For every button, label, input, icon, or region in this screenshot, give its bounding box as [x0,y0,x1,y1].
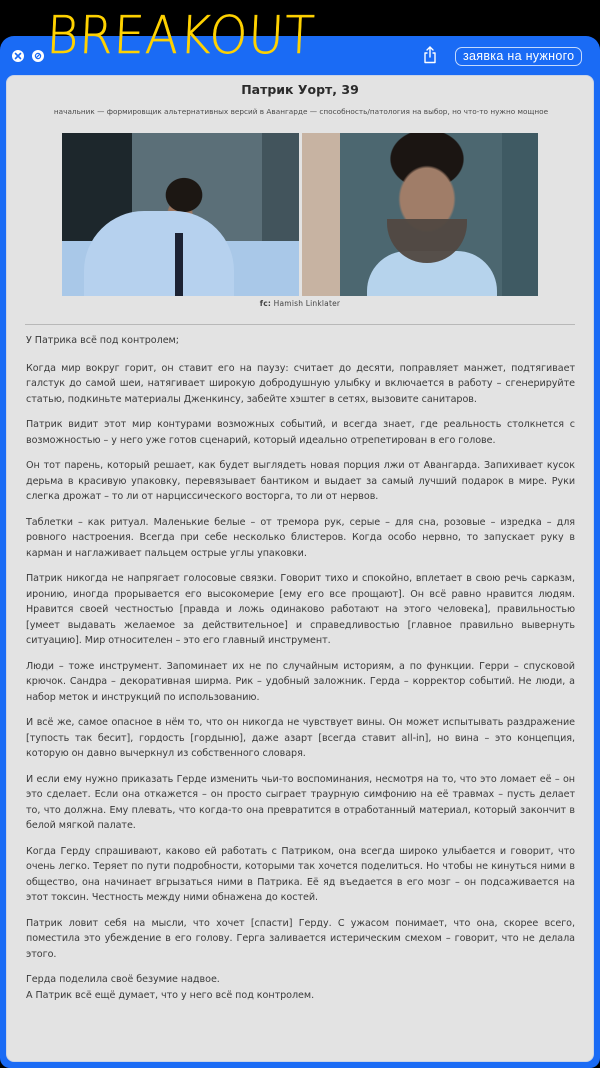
close-icon [14,52,22,60]
photo-gallery [62,133,538,296]
story-text [26,333,575,1003]
story-paragraph: А Патрик всё ещё думает, что у него всё под контролем. [26,989,315,1001]
fc-name: Hamish Linklater [273,299,341,308]
story-paragraph: Патрик ловит себя на мысли, что хочет [спасти] Герду. С ужасом понимает, что она, скорее всего, поместила это убеждение в его голову. Герга заливается истерическим смехом – говорит, что не делала этого. [26,917,575,960]
story-paragraph: Когда мир вокруг горит, он ставит его на паузу: считает до десяти, поправляет манжет, подтягивает галстук до самой шеи, натягивает широкую добродушную улыбку и включается в работу – сгенерируйте статью, подкиньте материалы Дженкинсу, забейте хэштег в сетях, вызовите санитаров. [26,362,575,405]
brand-logo: BREAKOUT [45,6,317,66]
character-photo-2 [302,133,539,296]
minimize-button[interactable] [32,50,44,62]
story-paragraph: Когда Герду спрашивают, каково ей работать с Патриком, она всегда широко улыбается и говорит, что очень легко. Теряет по пути подробности, которыми так хочется поделиться. Но чтобы не кинуться ними в общество, она начинает вгрызаться ними в Патрика. Её яд въедается в его мозг – он подсаживается на этот токсин. Честность между ними обнажена до костей. [26,845,575,903]
story-paragraph: И всё же, самое опасное в нём то, что он никогда не чувствует вины. Он может испытывать раздражение [тупость так бесит], гордость [гордыню], даже азарт [всегда ставит all-in], но вина – это концепция, которую он давно вычеркнул из собственного словаря. [26,717,575,759]
story-paragraph: Люди – тоже инструмент. Запоминает их не по случайным историям, а по функции. Герри – спусковой крючок. Сандра – декоративная ширма. Рик – удобный заложник. Герда – корректор событий. Не люди, а набор меток и инструкций по использованию. [26,660,575,703]
share-button[interactable] [422,45,438,65]
story-paragraph: Он тот парень, который решает, как будет выглядеть новая порция лжи от Авангарда. Запихивает кусок дерьма в красивую упаковку, перевязывает бантиком и выдает за самый лучший подарок в мире. Руки слегка дрожат – то ли от нарциссического восторга, то ли от нервов. [26,460,575,502]
story-paragraph: Патрик никогда не напрягает голосовые связки. Говорит тихо и спокойно, вплетает в свою речь сарказм, иронию, иногда прорывается его высокомерие [ему его все прощают]. Он всё равно нравится людям. Нравится своей честностью [правда и ложь одинаково работают на этого человека], правильностью [умеет выдавать желаемое за действительное] и справедливостью [главное правильно вывернуть ситуацию]. Мир относителен – это его главный инструмент. [26,573,575,646]
request-button[interactable]: заявка на нужного [455,47,582,66]
fc-label: fc: [259,299,272,308]
title-bar [0,6,600,74]
no-entry-icon [34,52,42,60]
character-photo-1 [62,133,299,296]
profile-content[interactable] [6,75,594,1062]
story-paragraph: У Патрика всё под контролем; [26,335,179,346]
app-window [0,6,600,1068]
story-paragraph: Таблетки – как ритуал. Маленькие белые – от тремора рук, серые – для сна, розовые – изредка – для ровного настроения. Всегда при себе несколько блистеров. Когда особо нервно, то запускает руку в карман и наглаживает пальцем острые углы упаковки. [26,516,575,559]
profile-subtitle: начальник — формировщик альтернативных версий в Авангарде — способность/патология на выбор, но что-то нужно мощное [53,107,549,116]
share-icon [423,46,437,64]
face-claim-caption [7,299,593,308]
story-paragraph: И если ему нужно приказать Герде изменить чьи-то воспоминания, несмотря на то, что это ломает её – он это сделает. Если она откажется – он просто сыграет траурную симфонию на её травмах – пусть делает то, что должна. Ему плевать, что когда-то она превратится в отработанный материал, который закончит в белой мягкой палате. [26,773,575,831]
story-paragraph: Патрик видит этот мир контурами возможных событий, и всегда знает, где реальность столкнется с возможностью – у него уже готов сценарий, который идеально отрепетирован в его голове. [26,419,575,446]
story-paragraph: Герда поделила своё безумие надвое. [26,974,220,985]
close-button[interactable] [12,50,24,62]
profile-title: Патрик Уорт, 39 [241,82,359,97]
divider [25,324,575,325]
